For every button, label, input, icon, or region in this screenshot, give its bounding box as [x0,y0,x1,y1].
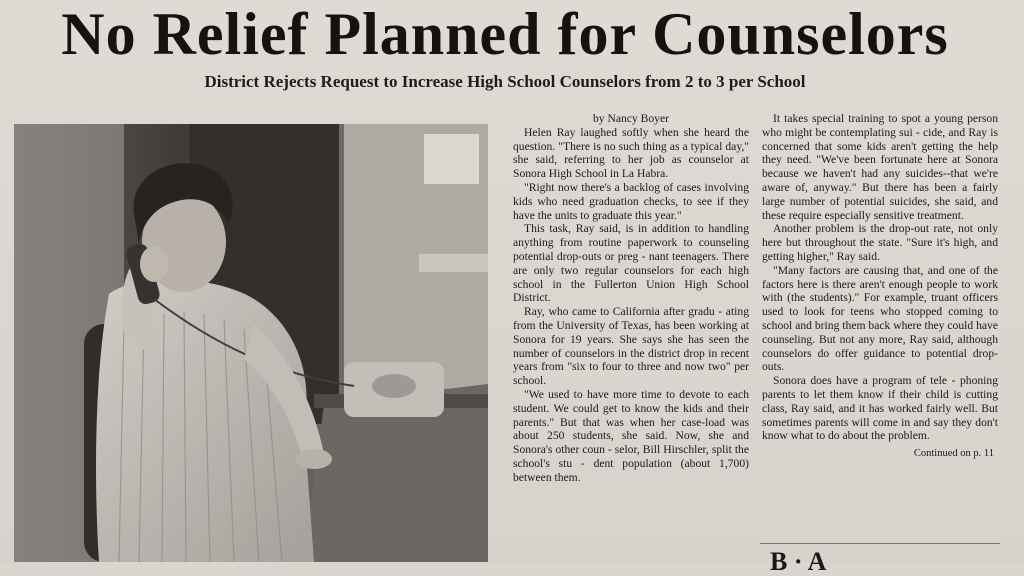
byline: by Nancy Boyer [593,112,669,125]
continued-note: Continued on p. 11 [913,448,994,460]
paragraph: Helen Ray laughed softly when she heard the question. "There is no such thing as a typical day," she said, referring to her job as counselor at Sonora High School in La Habra. [513,125,749,181]
next-article-headline-fragment: B · A [770,547,827,576]
paragraph: "We used to have more time to devote to each student. We could get to know the kids and their parents." But that was when her case-load was about 250 students, she said. Now, she and Sonora's other coun - selor, Bill Hirschler, split the school's stu - dent population (about 1,700) between them. [513,387,749,484]
article-column-2 [762,112,998,461]
paragraph: "Right now there's a backlog of cases involving kids who need graduation checks, to see if they have the units to graduate this year." [513,180,749,222]
paragraph: It takes special training to spot a young person who might be contemplating sui - cide, and Ray is concerned that some kids aren't getting the help they need. "We've been fortunate here at Sonora because we haven't had any suicides--that we're aware of, anyway." But there has been a fairly large number of potential suicides, she said, and these require especially sensitive treatment. [762,112,998,222]
headline: No Relief Planned for Counselors [61,1,949,67]
paragraph: Another problem is the drop-out rate, not only here but throughout the state. "Sure it's high, and getting higher," Ray said. [762,222,998,263]
paragraph: "Many factors are causing that, and one of the factors here is there aren't enough people to work with (the students)." For example, truant officers used to look for teens who stopped coming to school and bring them back where they could have counseling. But not any more, Ray said, although counselors do offer guidance to potential drop-outs. [762,263,998,374]
woman-on-telephone-photo [14,124,488,562]
article-column-1 [513,112,749,485]
article-photo [14,124,488,562]
paragraph: Ray, who came to California after gradu - ating from the University of Texas, has been working at Sonora for 19 years. She says she has seen the number of counselors in the district drop in recent years from "six to four to three and now two" per school. [513,305,749,388]
column-rule [760,543,1000,544]
subheadline: District Rejects Request to Increase High School Counselors from 2 to 3 per School [204,72,806,91]
paragraph: Sonora does have a program of tele - phoning parents to let them know if their child is cutting class, Ray said, and it has worked fairly well. But sometimes parents will come in and say they don't know what to do about the problem. [762,374,998,443]
paragraph: This task, Ray said, is in addition to handling anything from routine paperwork to counseling potential drop-outs or preg - nant teenagers. There are only two regular counselors for each high school in the Fullerton Union High School District. [513,222,749,305]
